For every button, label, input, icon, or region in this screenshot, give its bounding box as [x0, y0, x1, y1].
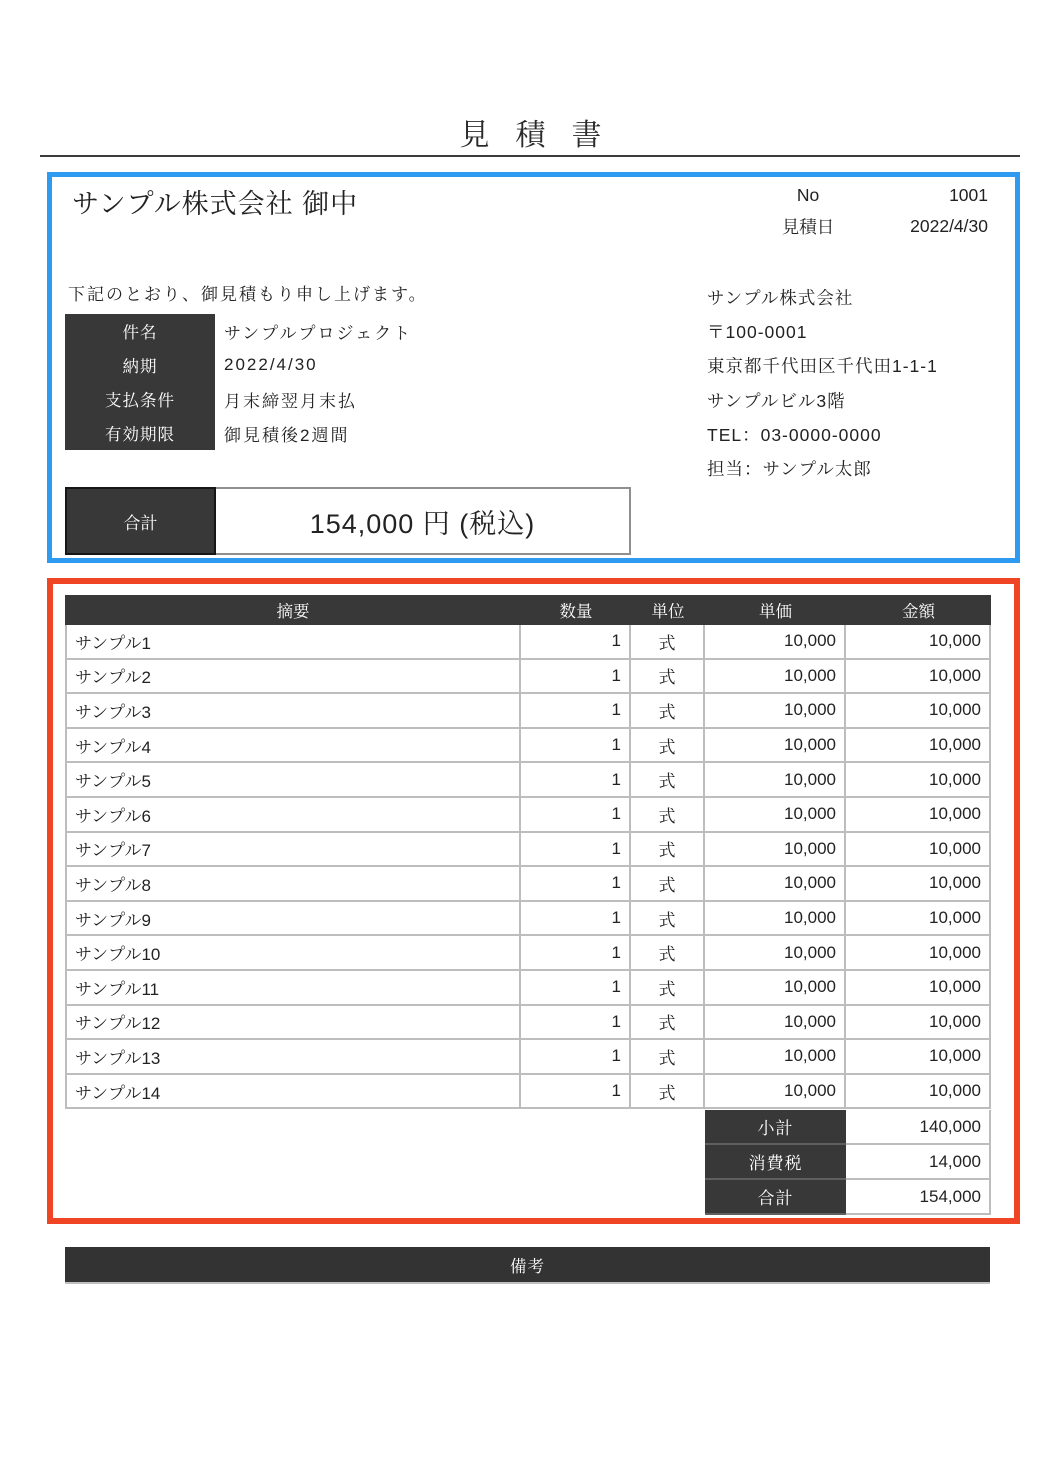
item-description: サンプル14: [67, 1075, 521, 1108]
item-quantity: 1: [521, 1006, 631, 1039]
header-amount: 金額: [902, 603, 935, 621]
tax-label: 消費税: [705, 1145, 846, 1180]
delivery-label: 納期: [65, 348, 215, 382]
detail-row-delivery: [65, 348, 412, 382]
item-unit-price: 10,000: [705, 936, 846, 969]
item-unit: 式: [631, 902, 705, 935]
item-quantity: 1: [521, 902, 631, 935]
item-description: サンプル7: [67, 833, 521, 866]
item-unit: 式: [631, 1006, 705, 1039]
item-unit-price: 10,000: [705, 1040, 846, 1073]
item-description: サンプル12: [67, 1006, 521, 1039]
validity-label: 有効期限: [65, 416, 215, 450]
subject-value: サンプルプロジェクト: [224, 323, 413, 343]
delivery-value: 2022/4/30: [224, 355, 318, 374]
item-amount: 10,000: [846, 1075, 991, 1108]
item-unit-price: 10,000: [705, 833, 846, 866]
item-unit: 式: [631, 694, 705, 727]
item-row: [67, 625, 991, 660]
item-unit-price: 10,000: [705, 971, 846, 1004]
item-unit-price: 10,000: [705, 1075, 846, 1108]
item-unit-price: 10,000: [705, 867, 846, 900]
item-quantity: 1: [521, 625, 631, 658]
item-amount: 10,000: [846, 694, 991, 727]
tax-row: [705, 1145, 991, 1180]
item-description: サンプル1: [67, 625, 521, 658]
item-unit: 式: [631, 971, 705, 1004]
validity-value: 御見積後2週間: [224, 425, 350, 445]
items-body: [65, 625, 991, 1109]
item-unit: 式: [631, 729, 705, 762]
item-amount: 10,000: [846, 971, 991, 1004]
issuer-contact-person: 担当：サンプル太郎: [707, 459, 872, 480]
item-amount: 10,000: [846, 660, 991, 693]
item-description: サンプル6: [67, 798, 521, 831]
item-row: [67, 729, 991, 764]
item-unit: 式: [631, 833, 705, 866]
item-row: [67, 833, 991, 868]
recipient-name: サンプル株式会社 御中: [72, 189, 359, 219]
item-quantity: 1: [521, 971, 631, 1004]
total-row: [705, 1180, 991, 1215]
estimate-meta: [753, 180, 988, 242]
item-quantity: 1: [521, 694, 631, 727]
customer-panel: [47, 172, 1020, 563]
item-row: [67, 763, 991, 798]
item-quantity: 1: [521, 1040, 631, 1073]
item-unit: 式: [631, 763, 705, 796]
greeting-text: 下記のとおり、御見積もり申し上げます。: [68, 285, 428, 304]
header-unit-price: 単価: [759, 603, 792, 621]
estimate-number-label: No: [796, 185, 820, 205]
item-description: サンプル2: [67, 660, 521, 693]
estimate-number-row: [753, 180, 988, 211]
header-description: 摘要: [276, 603, 310, 621]
item-quantity: 1: [521, 936, 631, 969]
subject-label: 件名: [65, 314, 215, 348]
item-unit: 式: [631, 798, 705, 831]
issuer-postal-code: 〒100-0001: [707, 322, 808, 343]
item-quantity: 1: [521, 867, 631, 900]
item-unit: 式: [631, 625, 705, 658]
item-description: サンプル11: [67, 971, 521, 1004]
item-unit: 式: [631, 660, 705, 693]
item-unit-price: 10,000: [705, 763, 846, 796]
item-description: サンプル3: [67, 694, 521, 727]
item-row: [67, 660, 991, 695]
item-description: サンプル8: [67, 867, 521, 900]
item-amount: 10,000: [846, 936, 991, 969]
title-underline: [40, 155, 1020, 157]
item-unit-price: 10,000: [705, 798, 846, 831]
grand-total-box: [65, 487, 631, 555]
document-title: 見積書: [459, 119, 628, 152]
item-amount: 10,000: [846, 729, 991, 762]
issuer-tel: TEL：03-0000-0000: [707, 424, 882, 445]
estimate-date-value: 2022/4/30: [910, 216, 988, 236]
issuer-block: [707, 281, 938, 486]
remarks-bar: 備考: [65, 1247, 990, 1284]
item-row: [67, 798, 991, 833]
items-table: [65, 595, 991, 1109]
item-unit: 式: [631, 867, 705, 900]
item-row: [67, 694, 991, 729]
item-amount: 10,000: [846, 1040, 991, 1073]
item-row: [67, 1006, 991, 1041]
item-unit-price: 10,000: [705, 625, 846, 658]
tax-value: 14,000: [846, 1145, 991, 1180]
item-quantity: 1: [521, 763, 631, 796]
total-value: 154,000: [846, 1180, 991, 1215]
totals-summary: [705, 1110, 991, 1215]
item-unit-price: 10,000: [705, 729, 846, 762]
item-amount: 10,000: [846, 833, 991, 866]
payment-terms-label: 支払条件: [65, 382, 215, 416]
items-panel: [47, 578, 1020, 1224]
estimate-number-value: 1001: [949, 185, 988, 205]
issuer-address-line2: サンプルビル3階: [707, 390, 846, 411]
grand-total-value: 154,000 円 (税込): [216, 487, 631, 555]
item-row: [67, 936, 991, 971]
subtotal-row: [705, 1110, 991, 1145]
grand-total-label: 合計: [65, 487, 216, 555]
estimate-date-row: [753, 211, 988, 242]
item-unit: 式: [631, 1040, 705, 1073]
item-unit-price: 10,000: [705, 902, 846, 935]
item-quantity: 1: [521, 833, 631, 866]
item-row: [67, 867, 991, 902]
header-quantity: 数量: [559, 603, 593, 621]
item-quantity: 1: [521, 1075, 631, 1108]
item-row: [67, 902, 991, 937]
item-unit-price: 10,000: [705, 1006, 846, 1039]
item-unit: 式: [631, 936, 705, 969]
item-description: サンプル13: [67, 1040, 521, 1073]
estimate-date-label: 見積日: [781, 217, 835, 237]
item-unit: 式: [631, 1075, 705, 1108]
item-amount: 10,000: [846, 625, 991, 658]
subtotal-label: 小計: [705, 1110, 846, 1145]
item-unit-price: 10,000: [705, 694, 846, 727]
item-unit-price: 10,000: [705, 660, 846, 693]
detail-row-payment-terms: [65, 382, 412, 416]
issuer-address-line1: 東京都千代田区千代田1-1-1: [707, 356, 938, 377]
issuer-company: サンプル株式会社: [707, 288, 854, 308]
item-amount: 10,000: [846, 902, 991, 935]
item-quantity: 1: [521, 660, 631, 693]
item-amount: 10,000: [846, 1006, 991, 1039]
item-quantity: 1: [521, 798, 631, 831]
estimate-details-table: [65, 314, 412, 450]
header-unit: 単位: [651, 603, 685, 621]
item-row: [67, 971, 991, 1006]
item-amount: 10,000: [846, 798, 991, 831]
item-amount: 10,000: [846, 867, 991, 900]
item-description: サンプル4: [67, 729, 521, 762]
item-row: [67, 1075, 991, 1110]
detail-row-validity: [65, 416, 412, 450]
total-label: 合計: [705, 1180, 846, 1215]
item-description: サンプル9: [67, 902, 521, 935]
item-amount: 10,000: [846, 763, 991, 796]
item-description: サンプル10: [67, 936, 521, 969]
payment-terms-value: 月末締翌月末払: [224, 391, 357, 411]
items-table-header: [65, 595, 991, 625]
item-quantity: 1: [521, 729, 631, 762]
item-row: [67, 1040, 991, 1075]
subtotal-value: 140,000: [846, 1110, 991, 1145]
detail-row-subject: [65, 314, 412, 348]
item-description: サンプル5: [67, 763, 521, 796]
